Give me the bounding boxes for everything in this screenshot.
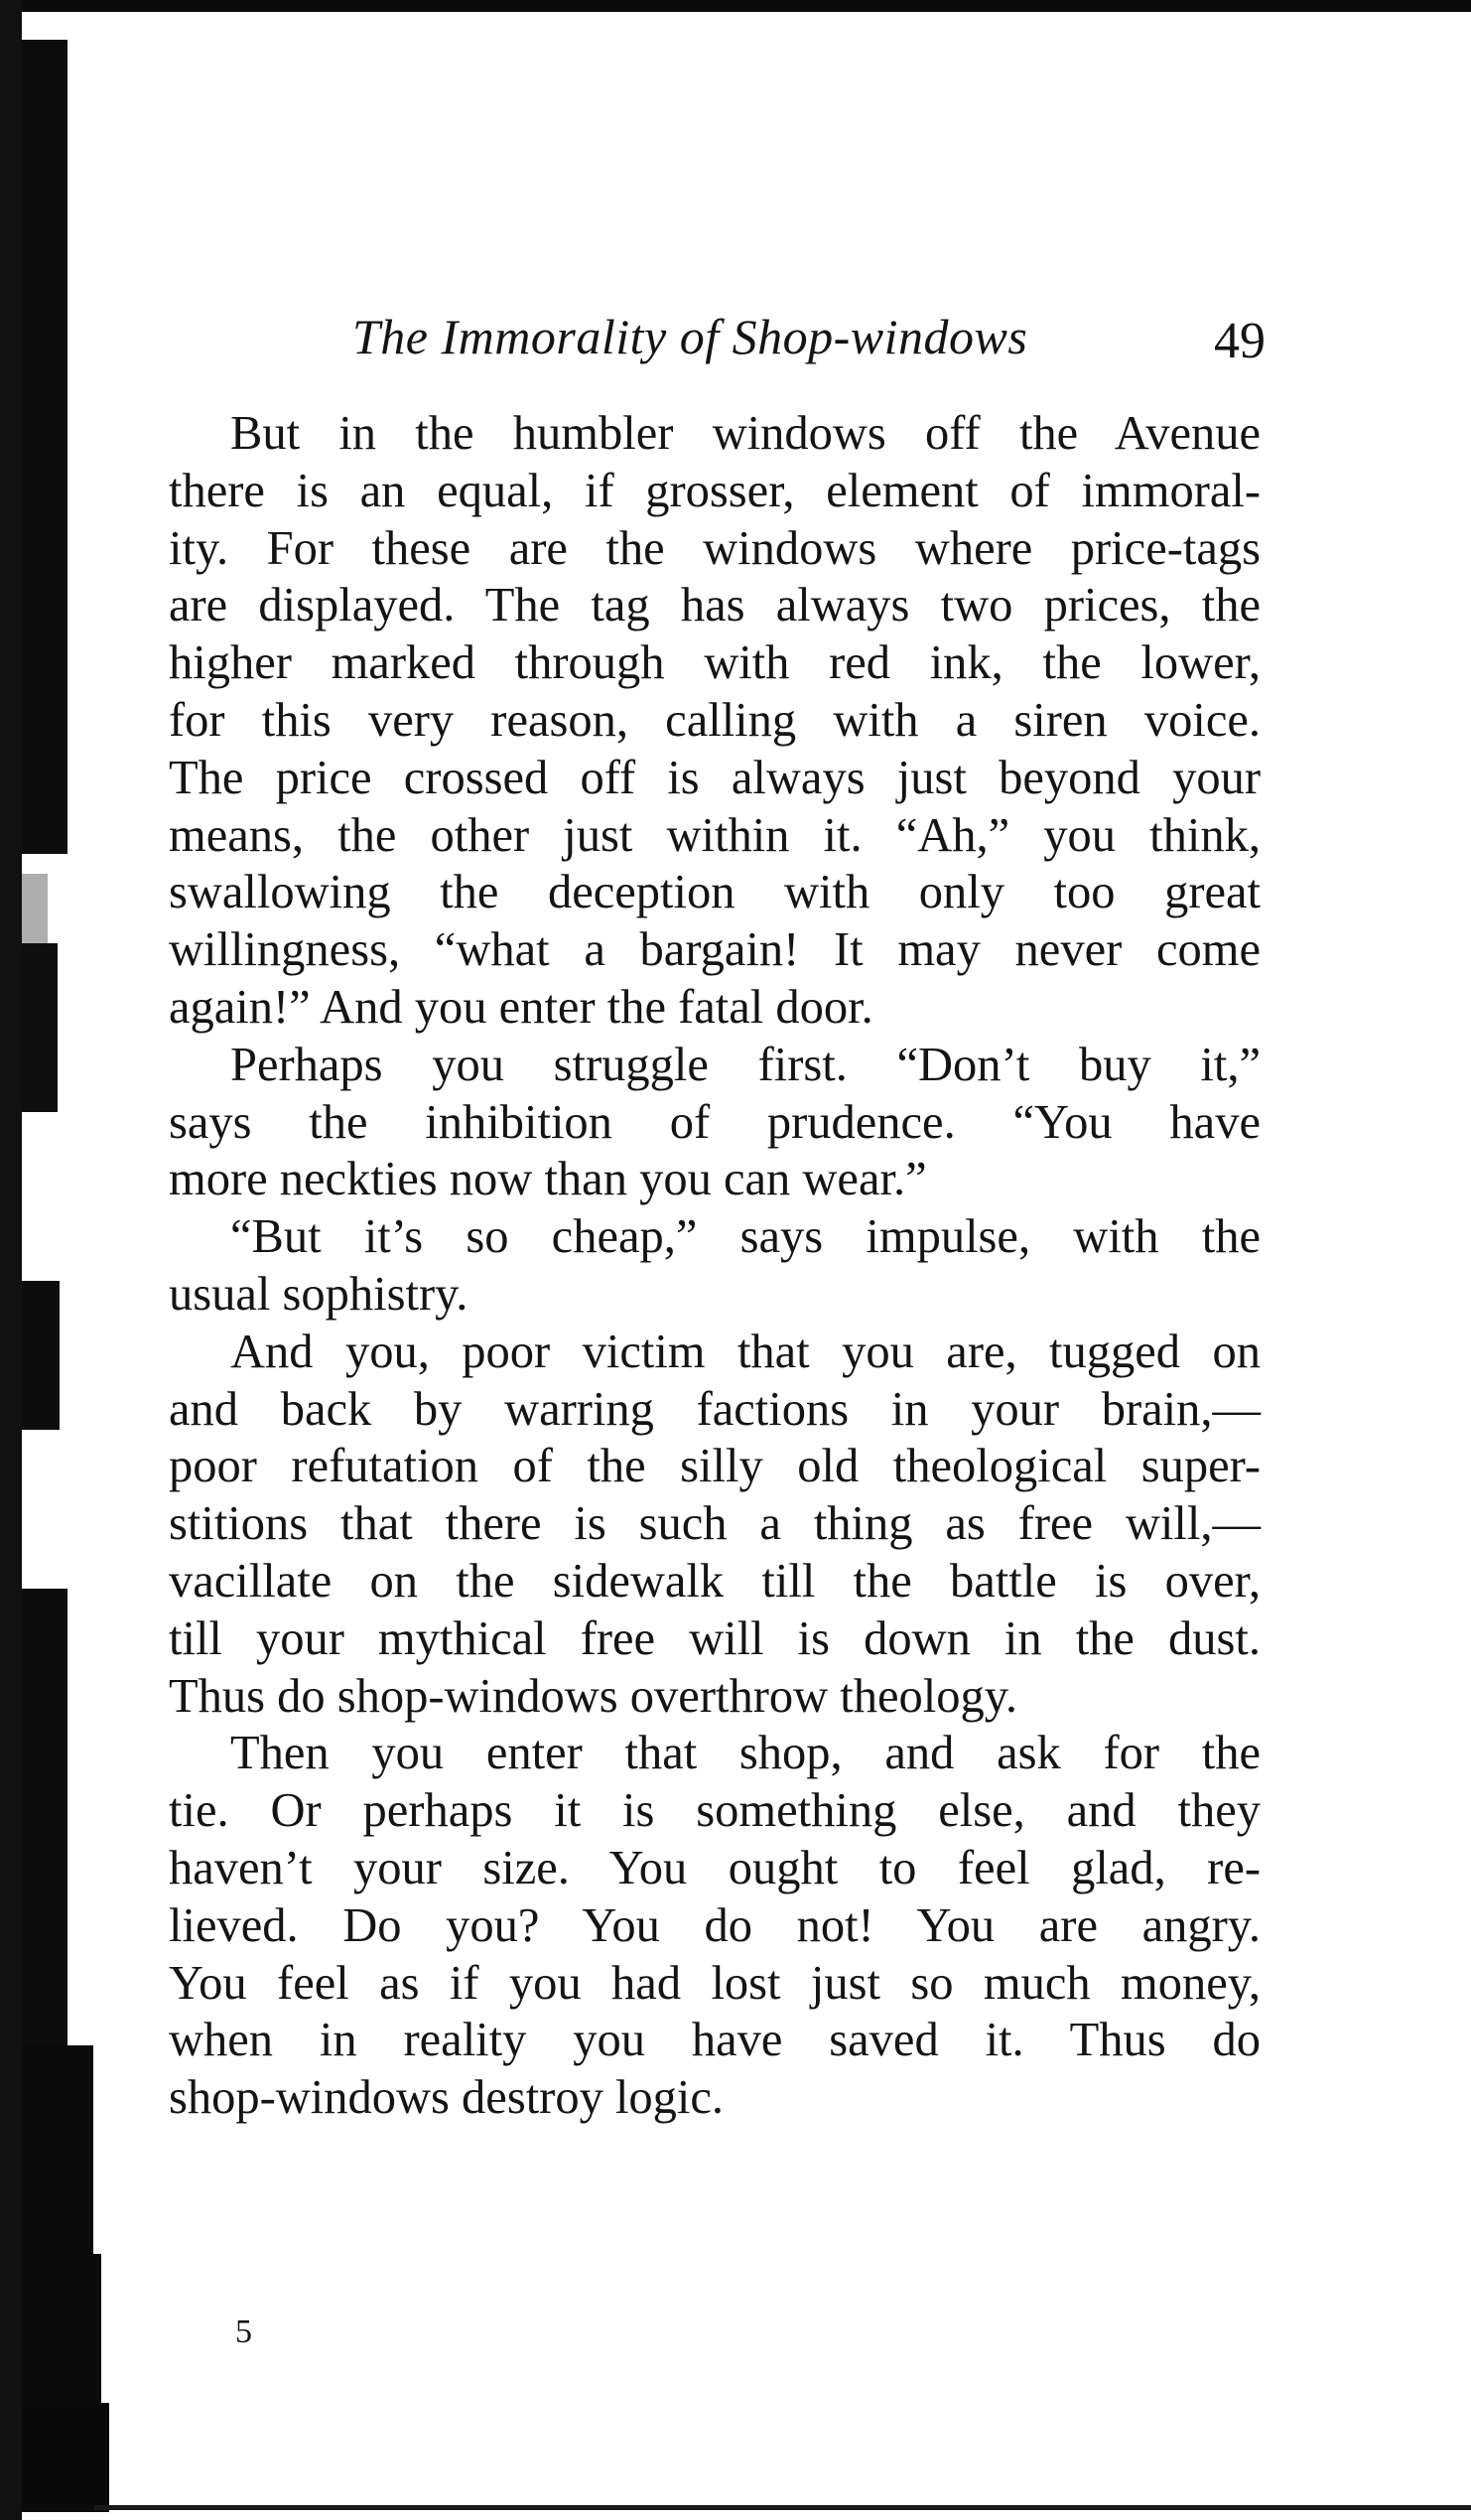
scan-top-border <box>0 0 1471 12</box>
paragraph <box>169 405 1261 1037</box>
paragraph <box>169 1725 1261 2127</box>
running-title: The Immorality of Shop-windows <box>352 309 1028 364</box>
text-line: ity. For these are the windows where price-tags <box>169 521 1261 575</box>
paragraph <box>169 1037 1261 1208</box>
text-line: vacillate on the sidewalk till the battle is over, <box>169 1554 1261 1608</box>
text-line: till your mythical free will is down in the dust. <box>169 1611 1261 1665</box>
paragraph <box>169 1324 1261 1726</box>
text-line: says the inhibition of prudence. “You have <box>169 1095 1261 1149</box>
text-line: and back by warring factions in your brain,— <box>169 1382 1261 1436</box>
text-line: The price crossed off is always just beyond your <box>169 751 1261 804</box>
text-line: means, the other just within it. “Ah,” you think, <box>169 808 1261 862</box>
text-line: are displayed. The tag has always two prices, the <box>169 579 1261 632</box>
text-line: lieved. Do you? You do not! You are angry. <box>169 1898 1261 1952</box>
text-line: Then you enter that shop, and ask for the <box>230 1727 1261 1780</box>
text-line: stitions that there is such a thing as free will,— <box>169 1497 1261 1551</box>
text-line: when in reality you have saved it. Thus do <box>169 2014 1261 2067</box>
text-line: poor refutation of the silly old theological super- <box>169 1440 1261 1493</box>
body-text <box>169 405 1261 2127</box>
text-line: tie. Or perhaps it is something else, and they <box>169 1784 1261 1838</box>
text-line: And you, poor victim that you are, tugged on <box>230 1325 1261 1378</box>
text-line: “But it’s so cheap,” says impulse, with the <box>230 1210 1261 1264</box>
signature-mark: 5 <box>235 2313 252 2350</box>
text-line: You feel as if you had lost just so much money, <box>169 1956 1261 2010</box>
text-line: swallowing the deception with only too great <box>169 866 1261 919</box>
text-line: shop-windows destroy logic. <box>169 2071 725 2125</box>
text-line: again!” And you enter the fatal door. <box>169 980 873 1034</box>
page-header <box>352 308 1266 377</box>
text-line: willingness, “what a bargain! It may never come <box>169 923 1261 977</box>
scan-binding-edge <box>0 0 109 2520</box>
text-line: higher marked through with red ink, the lower, <box>169 636 1261 690</box>
text-line: for this very reason, calling with a siren voice. <box>169 693 1261 747</box>
scan-bottom-border <box>94 2505 1471 2510</box>
text-line: But in the humbler windows off the Avenue <box>230 407 1261 460</box>
text-line: haven’t your size. You ought to feel glad, re- <box>169 1841 1261 1894</box>
paragraph <box>169 1208 1261 1324</box>
page-number: 49 <box>1214 313 1266 369</box>
text-line: Thus do shop-windows overthrow theology. <box>169 1669 1017 1723</box>
text-line: Perhaps you struggle first. “Don’t buy it,” <box>230 1038 1261 1091</box>
text-line: there is an equal, if grosser, element of immoral- <box>169 464 1261 517</box>
text-line: usual sophistry. <box>169 1267 468 1321</box>
text-line: more neckties now than you can wear.” <box>169 1153 927 1206</box>
